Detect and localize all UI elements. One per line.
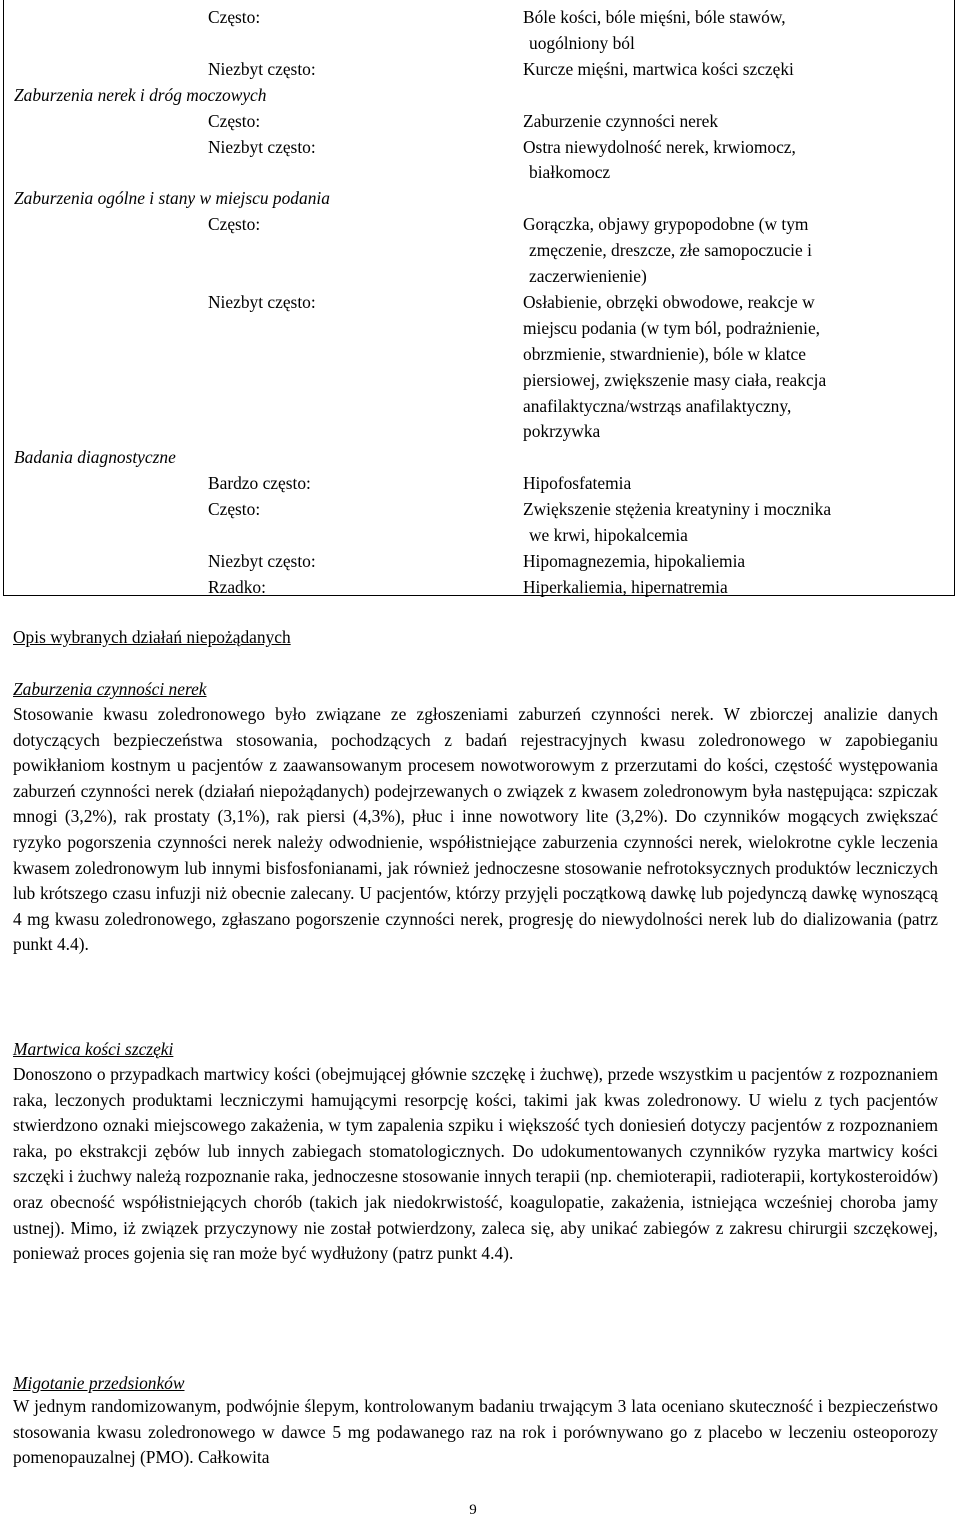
adverse-effect-text: Gorączka, objawy grypopodobne (w tym [523,214,809,235]
adverse-effect-text: uogólniony ból [529,32,635,53]
frequency-label: Często: [208,499,261,520]
adverse-effect-text: zaczerwienienie) [529,266,647,286]
frequency-label: Niezbyt często: [208,58,316,79]
adverse-effect-text: we krwi, hipokalcemia [529,525,688,545]
adverse-effect-text: obrzmienie, stwardnienie), bóle w klatce [523,343,806,364]
adverse-effect-text: Osłabienie, obrzęki obwodowe, reakcje w [523,291,815,312]
adverse-effect-text: miejscu podania (w tym ból, podrażnienie, [523,317,821,338]
adverse-effect-text: Hipofosfatemia [523,473,632,494]
organ-system-label: Zaburzenia ogólne i stany w miejscu podania [14,188,330,209]
frequency-label: Niezbyt często: [208,550,316,571]
adverse-effect-text: Bóle kości, bóle mięśni, bóle stawów, [523,7,786,27]
adverse-effect-text: zmęczenie, dreszcze, złe samopoczucie i [529,240,812,261]
adverse-effect-text: białkomocz [529,162,611,183]
atrial-heading: Migotanie przedsionków [13,1373,185,1393]
osteonecrosis-paragraph-text: Donoszono o przypadkach martwicy kości (obejmującej głównie szczękę i żuchwę), przede wszystkim u pacjentów z rozpoznaniem raka, leczonych produktami leczniczymi hamującymi resorpcję kości, takimi jak kwas zoledronowy. U wielu z tych pacjentów stwierdzono oznaki miejscowego zakażenia, w tym zapalenia szpiku i większość tych doniesień dotyczy pacjentów z rozpoznaniem raka, po ekstrakcji zębów lub innych zabiegach stomatologicznych. Do udokumentowanych czynników ryzyka martwicy kości szczęki i żuchwy należą rozpoznanie raka, jednoczesne stosowanie innych terapii (np. chemioterapii, radioterapii, kortykosteroidów) oraz obecność współistniejących chorób (takich jak niedokrwistość, koagulopatie, zakażenia, istniejąca wcześniej choroba jamy ustnej). Mimo, iż związek przyczynowy nie został potwierdzony, zaleca się, aby unikać zabiegów z zakresu chirurgii szczękowej, ponieważ proces gojenia się ran może być wydłużony (patrz punkt 4.4). [13,1064,938,1264]
adverse-effect-text: Ostra niewydolność nerek, krwiomocz, [523,136,796,157]
organ-system-label: Badania diagnostyczne [14,447,176,468]
adverse-effects-table [3,0,955,596]
frequency-label: Często: [208,7,261,27]
adverse-effect-text: Zaburzenie czynności nerek [523,110,719,131]
renal-paragraph-text: Stosowanie kwasu zoledronowego było związane ze zgłoszeniami zaburzeń czynności nerek. W zbiorczej analizie danych dotyczących bezpieczeństwa stosowania, pochodzących z badań rejestracyjnych kwasu zoledronowego w zapobieganiu powikłaniom kostnym u pacjentów z zaawansowanym procesem nowotworowym z przerzutami do kości, częstość występowania zaburzeń czynności nerek (działań niepożądanych) podejrzewanych o związek z kwasem zoledronowym była następująca: szpiczak mnogi (3,2%), rak prostaty (3,1%), rak piersi (4,3%), płuc i inne nowotwory lite (3,2%). Do czynników mogących zwiększać ryzyko pogorszenia czynności nerek należy odwodnienie, współistniejące zaburzenia czynności nerek, wielokrotne cykle leczenia kwasem zoledronowym lub innymi bisfosfonianami, jak również jednoczesne stosowanie nefrotoksycznych produktów leczniczych lub krótszego czasu infuzji niż obecnie zalecany. U pacjentów, którzy przyjęli początkową dawkę lub pojedynczą dawkę wynoszącą 4 mg kwasu zoledronowego, zgłaszano pogorszenie czynności nerek, progresję do niewydolności nerek lub do dializowania (patrz punkt 4.4). [13,704,938,955]
frequency-label: Bardzo często: [208,473,311,494]
frequency-label: Niezbyt często: [208,136,316,157]
frequency-label: Często: [208,214,261,235]
atrial-paragraph [13,1394,938,1471]
frequency-label: Często: [208,110,261,131]
osteonecrosis-heading: Martwica kości szczęki [13,1039,174,1059]
adverse-effect-text: pokrzywka [523,421,601,442]
page-number: 9 [469,1502,477,1518]
section-title: Opis wybranych działań niepożądanych [13,627,291,647]
adverse-effect-text: Hiperkaliemia, hipernatremia [523,576,728,597]
adverse-effect-text: Hipomagnezemia, hipokaliemia [523,550,746,571]
adverse-effect-text: Zwiększenie stężenia kreatyniny i mocznika [523,499,832,520]
adverse-effect-text: anafilaktyczna/wstrząs anafilaktyczny, [523,395,792,416]
renal-heading: Zaburzenia czynności nerek [13,679,207,699]
frequency-label: Niezbyt często: [208,291,316,312]
adverse-effect-text: piersiowej, zwiększenie masy ciała, reakcja [523,369,827,390]
osteonecrosis-paragraph [13,1062,938,1267]
organ-system-label: Zaburzenia nerek i dróg moczowych [14,84,267,105]
renal-paragraph [13,702,938,958]
atrial-paragraph-text: W jednym randomizowanym, podwójnie ślepym, kontrolowanym badaniu trwającym 3 lata oceniano skuteczność i bezpieczeństwo stosowania kwasu zoledronowego w dawce 5 mg podawanego raz na rok i porównywano go z placebo w leczeniu osteoporozy pomenopauzalnej (PMO). Całkowita [13,1396,938,1468]
adverse-effect-text: Kurcze mięśni, martwica kości szczęki [523,58,794,79]
frequency-label: Rzadko: [208,576,266,597]
